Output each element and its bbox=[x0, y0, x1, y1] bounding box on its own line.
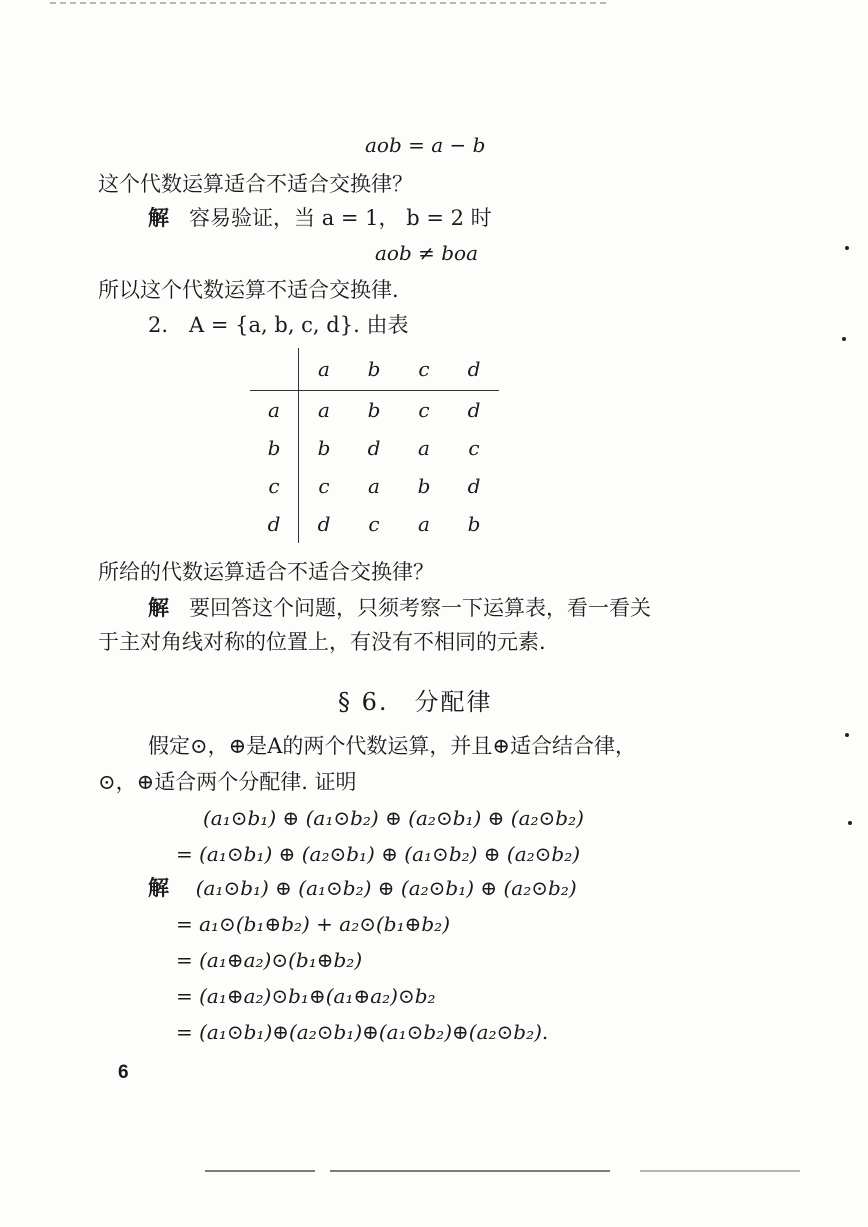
item-2: 2. A = {a, b, c, d}. 由表 bbox=[148, 313, 409, 337]
table-cell: a bbox=[368, 474, 380, 498]
solution-label: 解 bbox=[148, 875, 169, 900]
solution-1 bbox=[148, 204, 492, 232]
solution-3-step-4: = (a₁⊕a₂)⊙b₁⊕(a₁⊕a₂)⊙b₂ bbox=[176, 984, 436, 1008]
table-cell: b bbox=[417, 474, 431, 498]
solution-3-step-5: = (a₁⊙b₁)⊕(a₂⊙b₁)⊕(a₁⊙b₂)⊕(a₂⊙b₂). bbox=[176, 1020, 549, 1044]
table-row bbox=[250, 467, 499, 505]
table-header-cell: d bbox=[449, 348, 499, 391]
equation-lhs: (a₁⊙b₁) ⊕ (a₁⊙b₂) ⊕ (a₂⊙b₁) ⊕ (a₂⊙b₂) bbox=[203, 806, 584, 830]
table-cell: a bbox=[418, 512, 430, 536]
table-header-cell: a bbox=[299, 348, 350, 391]
row-label: d bbox=[250, 505, 299, 543]
table-row bbox=[250, 429, 499, 467]
scan-speck bbox=[848, 821, 852, 825]
table-cell: b bbox=[367, 398, 381, 422]
table-header-cell: c bbox=[399, 348, 449, 391]
solution-3-step-3: = (a₁⊕a₂)⊙(b₁⊕b₂) bbox=[176, 948, 363, 972]
conclusion-1: 所以这个代数运算不适合交换律. bbox=[98, 278, 399, 302]
table-cell: d bbox=[317, 512, 331, 536]
inequality: aob ≠ boa bbox=[375, 241, 479, 265]
solution-3-step-2: = a₁⊙(b₁⊕b₂) + a₂⊙(b₁⊕b₂) bbox=[176, 912, 450, 936]
paragraph-line-2: ⊙，⊕适合两个分配律. 证明 bbox=[98, 770, 357, 794]
row-label: c bbox=[250, 467, 299, 505]
solution-2-text: 要回答这个问题，只须考察一下运算表，看一看关 bbox=[189, 596, 652, 620]
table-cell: a bbox=[418, 436, 430, 460]
solution-1-text: 容易验证，当 a = 1， b = 2 时 bbox=[189, 206, 492, 230]
solution-3-step-1: (a₁⊙b₁) ⊕ (a₁⊙b₂) ⊕ (a₂⊙b₁) ⊕ (a₂⊙b₂) bbox=[195, 876, 577, 900]
equation-rhs: = (a₁⊙b₁) ⊕ (a₂⊙b₁) ⊕ (a₁⊙b₂) ⊕ (a₂⊙b₂) bbox=[176, 842, 581, 866]
solution-label: 解 bbox=[148, 595, 169, 620]
table-header-cell: b bbox=[349, 348, 399, 391]
paragraph-line-1: 假定⊙，⊕是A的两个代数运算，并且⊕适合结合律， bbox=[148, 734, 636, 758]
page-number: 6 bbox=[118, 1062, 129, 1083]
scan-artifact-bottom bbox=[640, 1170, 800, 1172]
solution-label: 解 bbox=[148, 205, 169, 230]
table-cell: c bbox=[468, 436, 480, 460]
scan-speck bbox=[842, 337, 846, 341]
table-row bbox=[250, 505, 499, 543]
question-2: 所给的代数运算适合不适合交换律？ bbox=[98, 560, 434, 584]
table-cell: c bbox=[418, 398, 430, 422]
question-1: 这个代数运算适合不适合交换律？ bbox=[98, 172, 413, 196]
scan-speck bbox=[845, 246, 849, 250]
table-cell: c bbox=[318, 474, 330, 498]
formula-aob: aob = a − b bbox=[365, 133, 486, 157]
solution-2-line-1 bbox=[148, 594, 651, 622]
table-cell: a bbox=[318, 398, 330, 422]
table-row bbox=[250, 391, 499, 430]
scan-artifact-bottom bbox=[330, 1170, 610, 1172]
operation-table bbox=[250, 348, 499, 543]
table-cell: c bbox=[368, 512, 380, 536]
table-cell: d bbox=[367, 436, 381, 460]
table-cell: b bbox=[317, 436, 331, 460]
solution-2-line-2: 于主对角线对称的位置上，有没有不相同的元素. bbox=[98, 630, 546, 654]
table-cell: d bbox=[467, 398, 481, 422]
table-cell: b bbox=[467, 512, 481, 536]
table-header-row bbox=[250, 348, 499, 391]
section-heading: § 6. 分配律 bbox=[338, 688, 493, 716]
scan-artifact-top bbox=[50, 2, 610, 4]
row-label: b bbox=[250, 429, 299, 467]
scan-artifact-bottom bbox=[205, 1170, 315, 1172]
solution-3-line-1 bbox=[148, 874, 577, 902]
table-cell: d bbox=[467, 474, 481, 498]
scan-speck bbox=[845, 733, 849, 737]
row-label: a bbox=[250, 391, 299, 430]
table-corner bbox=[250, 348, 299, 391]
